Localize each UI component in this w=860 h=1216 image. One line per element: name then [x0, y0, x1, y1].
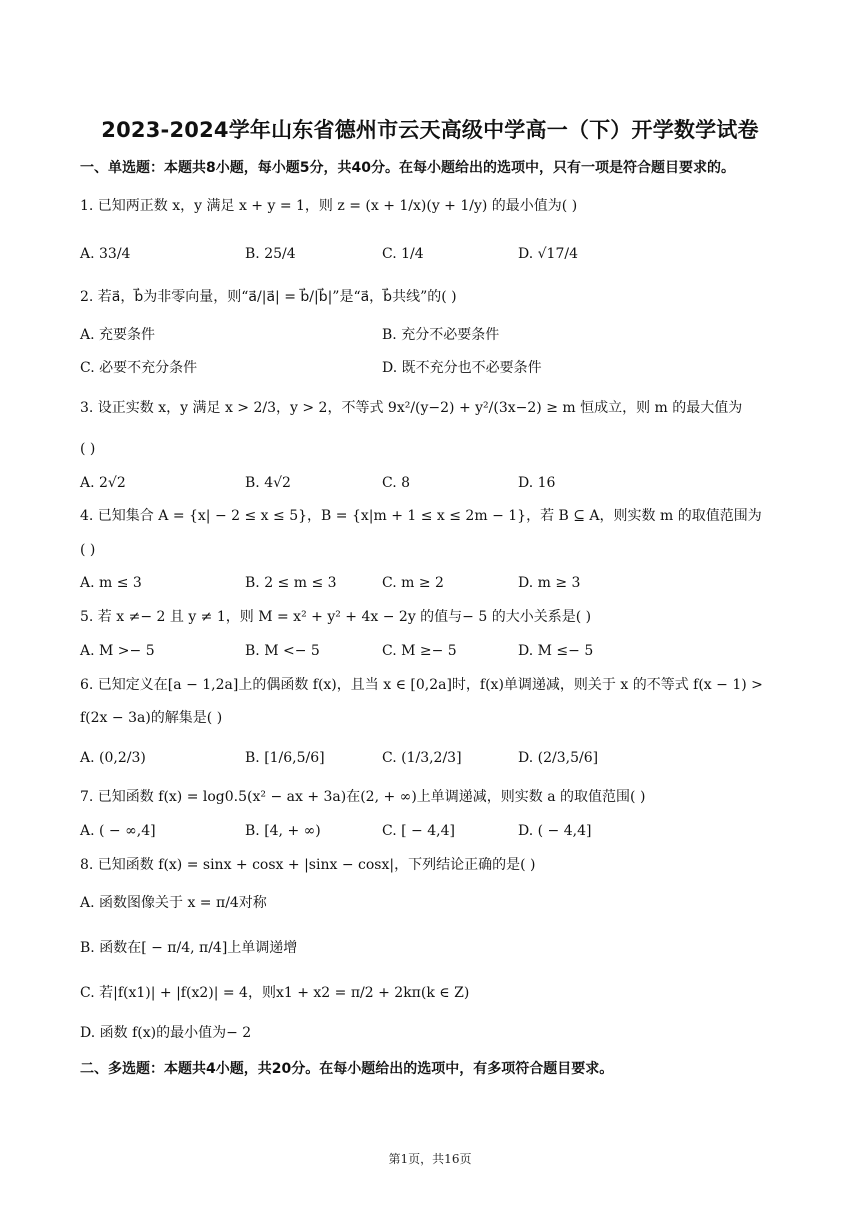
question-3-option-b: B. 4√2: [245, 475, 291, 491]
question-6-stem-continued: f(2x − 3a)的解集是( ): [80, 710, 223, 726]
question-1-option-c: C. 1/4: [382, 246, 424, 262]
question-5-option-d: D. M ≤− 5: [518, 643, 594, 659]
question-2-option-b: B. 充分不必要条件: [382, 327, 500, 343]
question-2-option-c: C. 必要不充分条件: [80, 360, 198, 376]
exam-title: 2023-2024学年山东省德州市云天高级中学高一（下）开学数学试卷: [101, 118, 759, 142]
question-1-option-a: A. 33/4: [80, 246, 131, 262]
question-4-option-b: B. 2 ≤ m ≤ 3: [245, 575, 337, 591]
question-7-option-d: D. ( − 4,4]: [518, 823, 592, 839]
question-2-option-d: D. 既不充分也不必要条件: [382, 360, 542, 376]
page-footer: 第1页，共16页: [388, 1152, 472, 1166]
section-single-choice-heading: 一、单选题：本题共8小题，每小题5分，共40分。在每小题给出的选项中，只有一项是符合题目要求的。: [80, 160, 735, 176]
question-4-option-a: A. m ≤ 3: [80, 575, 142, 591]
question-4-option-d: D. m ≥ 3: [518, 575, 581, 591]
question-7-option-a: A. ( − ∞,4]: [80, 823, 156, 839]
question-3-paren: ( ): [80, 441, 96, 457]
question-8-option-c: C. 若|f(x1)| + |f(x2)| = 4，则x1 + x2 = π/2 + 2kπ(k ∈ Z): [80, 985, 470, 1001]
question-3-option-c: C. 8: [382, 475, 411, 491]
question-6-option-c: C. (1/3,2/3]: [382, 750, 462, 766]
question-7-option-b: B. [4, + ∞): [245, 823, 321, 839]
question-6-option-d: D. (2/3,5/6]: [518, 750, 599, 766]
question-5-option-c: C. M ≥− 5: [382, 643, 457, 659]
question-3-option-d: D. 16: [518, 475, 556, 491]
section-multiple-choice-heading: 二、多选题：本题共4小题，共20分。在每小题给出的选项中，有多项符合题目要求。: [80, 1061, 614, 1077]
question-4-paren: ( ): [80, 542, 96, 558]
question-7-stem: 7. 已知函数 f(x) = log0.5(x² − ax + 3a)在(2, + ∞)上单调递减，则实数 a 的取值范围( ): [80, 789, 646, 805]
question-8-option-a: A. 函数图像关于 x = π/4对称: [80, 895, 267, 911]
question-3-option-a: A. 2√2: [80, 475, 126, 491]
question-8-stem: 8. 已知函数 f(x) = sinx + cosx + |sinx − cosx|，下列结论正确的是( ): [80, 857, 536, 873]
question-5-stem: 5. 若 x ≠− 2 且 y ≠ 1，则 M = x² + y² + 4x − 2y 的值与− 5 的大小关系是( ): [80, 609, 592, 625]
question-6-stem: 6. 已知定义在[a − 1,2a]上的偶函数 f(x)，且当 x ∈ [0,2a]时，f(x)单调递减，则关于 x 的不等式 f(x − 1) >: [80, 677, 763, 693]
question-3-stem: 3. 设正实数 x，y 满足 x > 2/3，y > 2，不等式 9x²/(y−2) + y²/(3x−2) ≥ m 恒成立，则 m 的最大值为: [80, 400, 743, 416]
question-8-option-b: B. 函数在[ − π/4, π/4]上单调递增: [80, 940, 298, 956]
question-2-stem: 2. 若a⃗，b⃗为非零向量，则“a⃗/|a⃗| = b⃗/|b⃗|”是“a⃗，b⃗共线”的( ): [80, 289, 457, 305]
question-4-option-c: C. m ≥ 2: [382, 575, 444, 591]
question-8-option-d: D. 函数 f(x)的最小值为− 2: [80, 1025, 252, 1041]
question-5-option-b: B. M <− 5: [245, 643, 320, 659]
question-4-stem: 4. 已知集合 A = {x| − 2 ≤ x ≤ 5}，B = {x|m + 1 ≤ x ≤ 2m − 1}，若 B ⊆ A，则实数 m 的取值范围为: [80, 508, 762, 524]
question-1-option-d: D. √17/4: [518, 246, 578, 262]
question-1-stem: 1. 已知两正数 x，y 满足 x + y = 1，则 z = (x + 1/x)(y + 1/y) 的最小值为( ): [80, 198, 578, 214]
question-1-option-b: B. 25/4: [245, 246, 296, 262]
question-7-option-c: C. [ − 4,4]: [382, 823, 455, 839]
question-6-option-b: B. [1/6,5/6]: [245, 750, 325, 766]
question-5-option-a: A. M >− 5: [80, 643, 155, 659]
question-6-option-a: A. (0,2/3): [80, 750, 146, 766]
question-2-option-a: A. 充要条件: [80, 327, 156, 343]
